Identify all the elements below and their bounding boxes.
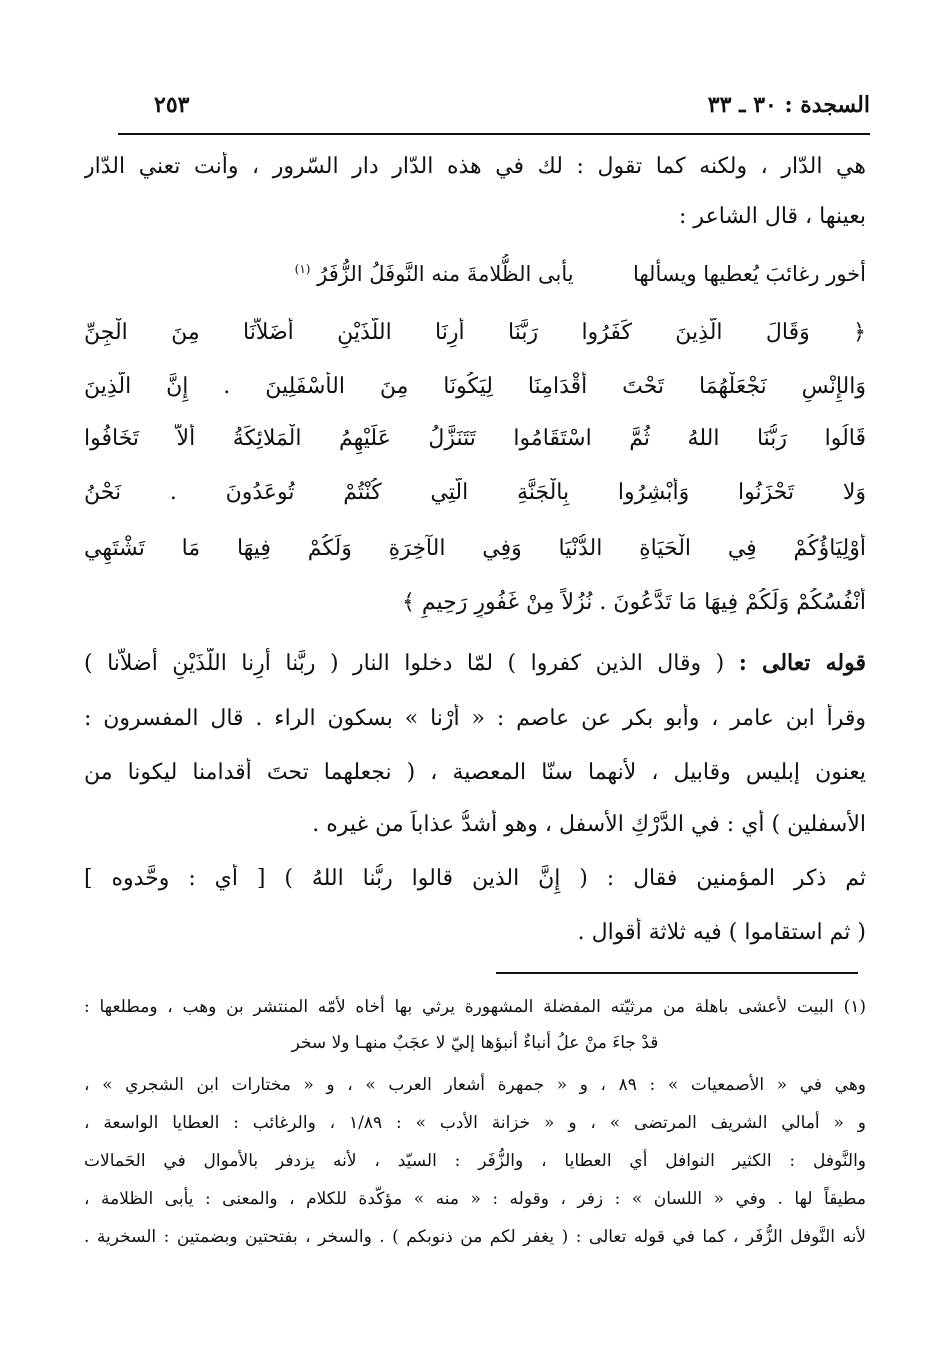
quran-line-2: وَالإِنْسِ نَجْعَلْهُمَا تَحْتَ أَقْدَامِنَا لِيَكُونَا مِنَ الأَسْفَلِينَ . إِنَّ الَّذِينَ	[84, 374, 866, 399]
footnote-rule	[496, 972, 858, 974]
commentary-line-5: ثم ذكر المؤمنين فقال : ( إِنَّ الذين قالوا ربُّنا اللهُ ) [ أي : وحَّدوه ]	[84, 866, 866, 891]
footnote-line-4: و « أمالي الشريف المرتضى » ، و « خزانة الأدب » : ١/٨٩ ، والرغائب : العطايا الواسعة ،	[84, 1113, 866, 1133]
footnote-marker: (١)	[843, 997, 866, 1017]
chapter-verse-range: السجدة : ٣٠ ـ ٣٣	[707, 92, 870, 118]
header-rule	[118, 133, 870, 135]
quran-line-3: قَالُوا رَبُّنَا اللهُ ثُمَّ اسْتَقَامُوا تَتَنَزَّلُ عَلَيْهِمُ الْمَلائِكَةُ أَلاَّ تَخَافُوا	[84, 426, 866, 451]
footnote-poem-line: قدْ جاءَ منْ علُ أنباءٌ أنبؤها إليّ لا عجَبٌ منهـا ولا سخر	[291, 1033, 659, 1053]
commentary-line-3: يعنون إبليس وقابيل ، لأنهما سنّا المعصية ، ( نجعلهما تحتَ أقدامنا ليكونا من	[84, 760, 866, 785]
body-line-1: هي الدّار ، ولكنه كما تقول : لك في هذه الدّار دار السّرور ، وأنت تعني الدّار	[84, 154, 866, 179]
footnote-line-7: لأنه النَّوفل الزُّفَر ، كما في قوله تعالى : ( يغفر لكم من ذنوبكم ) . والسخر ، بفتحتين وبضمتين : السخرية .	[84, 1227, 866, 1247]
quran-line-5: أَوْلِيَاؤُكُمْ فِي الْحَيَاةِ الدُّنْيَا وَفِي الآخِرَةِ وَلَكُمْ فِيهَا مَا تَشْتَهِي	[84, 536, 866, 561]
commentary-line-6: ( ثم استقاموا ) فيه ثلاثة أقوال .	[577, 920, 866, 945]
quran-line-4: وَلا تَحْزَنُوا وَأَبْشِرُوا بِالْجَنَّةِ الَّتِي كُنْتُمْ تُوعَدُونَ . نَحْنُ	[84, 480, 866, 505]
footnote-marker-ref: (١)	[294, 262, 311, 276]
quran-line-1: ﴿ وَقَالَ الَّذِينَ كَفَرُوا رَبَّنَا أَرِنَا اللَّذَيْنِ أَضَلاَّنَا مِنَ الْجِنِّ	[84, 320, 866, 345]
quran-line-6: أَنْفُسُكُمْ وَلَكُمْ فِيهَا مَا تَدَّعُونَ . نُزُلاً مِنْ غَفُورٍ رَحِيمٍ ﴾	[402, 590, 866, 615]
footnote-line-3: وهي في « الأصمعيات » : ٨٩ ، و « جمهرة أشعار العرب » ، و « مختارات ابن الشجري » ،	[84, 1075, 866, 1095]
footnote-line-6: مطيقاً لها . وفي « اللسان » : زفر ، وقوله : « منه » مؤكّدة للكلام ، والمعنى : يأبى الظلامة ،	[84, 1189, 866, 1209]
commentary-lead: قوله تعالى :	[738, 650, 866, 676]
running-header	[110, 92, 870, 128]
poetry-verse	[84, 254, 866, 289]
commentary-text-1: ( وقال الذين كفروا ) لمّا دخلوا النار ( ربَّنا أرِنا اللَّذَيْنِ أضلاّنا )	[84, 651, 725, 676]
footnote-line-5: والنَّوفل : الكثير النوافل أي العطايا ، والزُّفَر : السيّد ، لأنه يزدفر بالأموال في الحَمالات	[84, 1151, 866, 1171]
verse-right-hemistich: أخور رغائبَ يُعطيها ويسألها	[632, 262, 866, 286]
verse-left-hemistich: يأبى الظُّلامةَ منه النَّوفَلُ الزُّفَرُ	[317, 262, 574, 286]
body-line-2: بعينها ، قال الشاعر :	[679, 204, 866, 229]
commentary-line-2: وقرأ ابن عامر ، وأبو بكر عن عاصم : « أرْنا » بسكون الراء . قال المفسرون :	[84, 706, 866, 731]
footnote-text-1: البيت لأعشى باهلة من مرثيّته المفضلة المشهورة يرثي بها أخاه لأمّه المنتشر بن وهب ، ومطلعها :	[84, 997, 834, 1017]
page-number: ٢٥٣	[154, 92, 190, 118]
commentary-line-4: الأسفلين ) أي : في الدَّرْكِ الأسفل ، وهو أشدُّ عذاباً من غيره .	[312, 812, 866, 837]
commentary-line-1	[84, 648, 866, 679]
footnote-line-1	[84, 994, 866, 1020]
